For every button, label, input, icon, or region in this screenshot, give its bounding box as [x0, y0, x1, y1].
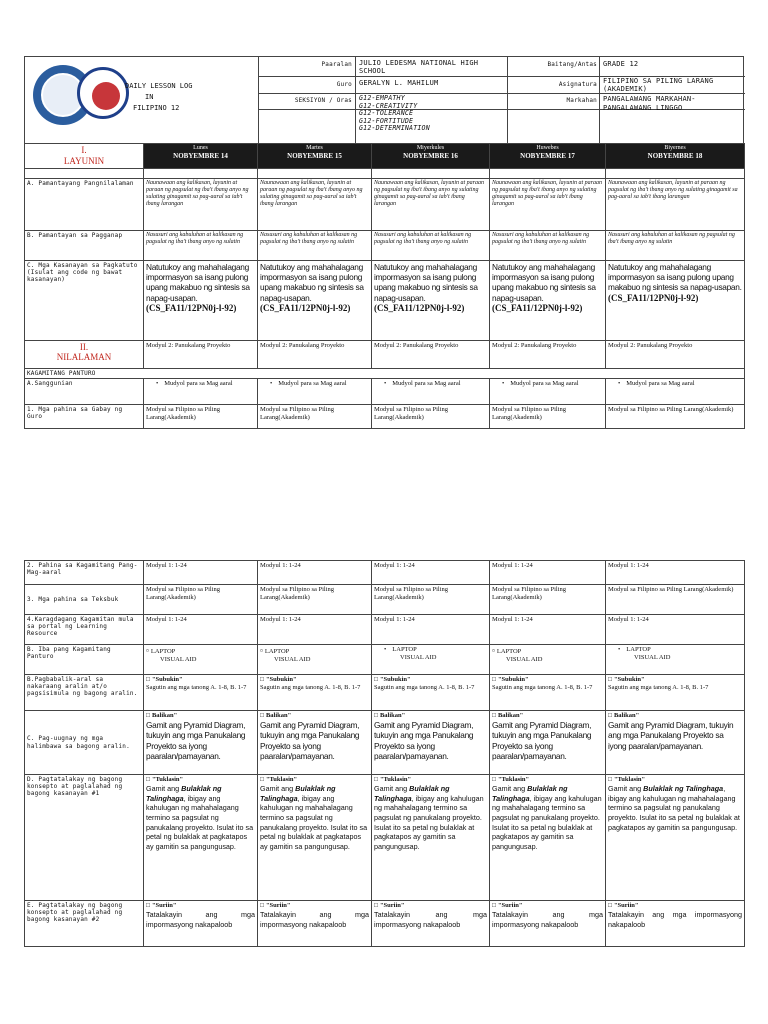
cell-text: Modyul 2: Panukalang Proyekto — [490, 340, 606, 368]
cell-suriin: □ "Suriin" Tatalakayin ang mga impormasyong nakapaloob — [372, 901, 490, 947]
nilalaman-heading: II. NILALAMAN — [25, 340, 144, 368]
cell-kasanayan: Natutukoy ang mahahalagang impormasyon sa isang pulong upang makabuo ng sintesis sa napag-usapan. (CS_FA11/12PN0j-l-92) — [606, 260, 745, 340]
cell-kasanayan: Natutukoy ang mahahalagang impormasyon sa isang pulong upang makabuo ng sintesis sa napag-usapan. (CS_FA11/12PN0j-l-92) — [144, 260, 258, 340]
seksiyon-label: SEKSIYON / Oras — [294, 97, 352, 104]
cell-subukin: □ "Subukin" Sagutin ang mga tanong A. 1-8, B. 1-7 — [258, 675, 372, 711]
cell-text: • Mudyol para sa Mag aaral — [606, 378, 745, 404]
row-label: 3. Mga pahina sa Teksbuk — [25, 585, 144, 615]
row-pagbabalik-aral — [25, 675, 745, 711]
cell-kasanayan: Natutukoy ang mahahalagang impormasyon sa isang pulong upang makabuo ng sintesis sa napag-usapan. (CS_FA11/12PN0j-l-92) — [490, 260, 606, 340]
section-determination: G12-DETERMINATION — [359, 124, 430, 133]
cell-text: Nasusuri ang kabuluhan at kalikasan ng pagsulat ng iba't ibang anyo ng sulatin — [606, 230, 745, 260]
title-line-2: IN — [145, 92, 154, 101]
cell-text: Modyul 2: Panukalang Proyekto — [606, 340, 745, 368]
section-creativity: G12-CREATIVITY — [359, 101, 418, 110]
row-pagtatalakay-2 — [25, 901, 745, 947]
cell-list: ▫ LAPTOP VISUAL AID — [258, 645, 372, 675]
row-pag-uugnay — [25, 711, 745, 775]
day-header-huwebes: Huwebes NOBYEMBRE 17 — [490, 144, 606, 169]
title-line-3: FILIPINO 12 — [133, 103, 180, 112]
row-label: B. Iba pang Kagamitang Panturo — [25, 645, 144, 675]
cell-text: Modyul sa Filipino sa Piling Larang(Akademik) — [258, 404, 372, 428]
cell-text: Modyul sa Filipino sa Piling Larang(Akademik) — [144, 585, 258, 615]
row-kasanayan-sa-pagkatuto — [25, 260, 745, 340]
cell-balikan: □ Balikan" Gamit ang Pyramid Diagram, tukuyin ang mga Panukalang Proyekto sa iyong paaralan/pamayanan. — [258, 711, 372, 775]
cell-text: Naunawaan ang kalikasan, layunin at paraan ng pagsulat ng iba't ibang anyo ng sulating ginagamit sa pag-aaral sa iab't ibang larangan — [490, 178, 606, 230]
day-header-miyerkules: Miyerkules NOBYEMBRE 16 — [372, 144, 490, 169]
cell-text: Modyul sa Filipino sa Piling Larang(Akademik) — [372, 404, 490, 428]
cell-suriin: □ "Suriin" Tatalakayin ang mga impormasyong nakapaloob — [490, 901, 606, 947]
cell-list: ▫ LAPTOP VISUAL AID — [144, 645, 258, 675]
cell-text: • Mudyol para sa Mag aaral — [258, 378, 372, 404]
section-empathy: G12-EMPATHY — [359, 94, 405, 102]
paaralan-value: JULIO LEDESMA NATIONAL HIGH SCHOOL — [359, 59, 479, 75]
cell-text: Nasusuri ang kabuluhan at kalikasan ng pagsulat ng iba't ibang anyo ng sulatin — [258, 230, 372, 260]
layunin-heading: I. LAYUNIN — [25, 144, 144, 169]
row-label: A.Sanggunian — [25, 378, 144, 404]
row-label: B.Pagbabalik-aral sa nakaraang aralin at/o pagsisimula ng bagong aralin. — [25, 675, 144, 711]
lesson-log-table-2 — [24, 560, 745, 947]
cell-text: Modyul 1: 1-24 — [372, 561, 490, 585]
row-pamantayan-sa-pagganap — [25, 230, 745, 260]
cell-suriin: □ "Suriin" Tatalakayin ang mga impormasyong nakapaloob — [606, 901, 745, 947]
kagamitang-panturo-heading: KAGAMITANG PANTURO — [25, 368, 745, 378]
cell-text: Modyul 1: 1-24 — [606, 561, 745, 585]
cell-tuklasin: □ "Tuklasin" Gamit ang Bulaklak ng Talinghaga, ibigay ang kahulugan ng mahahalagang termino sa pagsulat ng panukalang proyekto. Isulat ito sa petal ng bulaklak at pagkatapos ay gamitin sa pangungusap. — [606, 775, 745, 901]
header-block — [24, 56, 744, 144]
cell-text: Modyul 1: 1-24 — [490, 615, 606, 645]
cell-balikan: □ Balikan" Gamit ang Pyramid Diagram, tukuyin ang mga Panukalang Proyekto sa iyong paaralan/pamayanan. — [606, 711, 745, 775]
row-kagamitang-pang-mag-aaral — [25, 561, 745, 585]
guro-label: Guro — [336, 81, 352, 88]
guro-value: GERALYN L. MAHILUM — [359, 79, 439, 87]
cell-list: • LAPTOP VISUAL AID — [372, 645, 490, 675]
cell-text: Modyul sa Filipino sa Piling Larang(Akademik) — [490, 404, 606, 428]
row-label: E. Pagtatalakay ng bagong konsepto at paglalahad ng bagong kasanayan #2 — [25, 901, 144, 947]
cell-suriin: □ "Suriin" Tatalakayin ang mga impormasyong nakapaloob — [258, 901, 372, 947]
baitang-value: GRADE 12 — [603, 60, 639, 68]
cell-tuklasin: □ "Tuklasin" Gamit ang Bulaklak ng Talinghaga, ibigay ang kahulugan ng mahahalagang termino sa pagsulat ng panukalang proyekto. Isulat ito sa petal ng bulaklak at pagkatapos ay gamitin sa pangungusap. — [490, 775, 606, 901]
cell-tuklasin: □ "Tuklasin" Gamit ang Bulaklak ng Talinghaga, ibigay ang kahulugan ng mahahalagang termino sa pagsulat ng panukalang proyekto. Isulat ito sa petal ng bulaklak at pagkatapos ay gamitin sa pangungusap. — [258, 775, 372, 901]
row-pamantayang-pangnilalaman — [25, 178, 745, 230]
row-sanggunian — [25, 378, 745, 404]
row-label: 4.Karagdagang Kagamitan mula sa portal ng Learning Resource — [25, 615, 144, 645]
lesson-log-table-1 — [24, 143, 745, 429]
cell-text: Modyul 1: 1-24 — [372, 615, 490, 645]
cell-kasanayan: Natutukoy ang mahahalagang impormasyon sa isang pulong upang makabuo ng sintesis sa napag-usapan. (CS_FA11/12PN0j-l-92) — [258, 260, 372, 340]
cell-kasanayan: Natutukoy ang mahahalagang impormasyon sa isang pulong upang makabuo ng sintesis sa napag-usapan. (CS_FA11/12PN0j-l-92) — [372, 260, 490, 340]
cell-text: Nasusuri ang kabuluhan at kalikasan ng pagsulat ng iba't ibang anyo ng sulatin — [144, 230, 258, 260]
document-title — [125, 81, 192, 114]
cell-text: Modyul 1: 1-24 — [144, 561, 258, 585]
section-tolerance: G12-TOLERANCE — [359, 109, 414, 118]
cell-tuklasin: □ "Tuklasin" Gamit ang Bulaklak ng Talinghaga, ibigay ang kahulugan ng mahahalagang termino sa pagsulat ng panukalang proyekto. Isulat ito sa petal ng bulaklak at pagkatapos ay gamitin sa pangungusap. — [372, 775, 490, 901]
cell-subukin: □ "Subukin" Sagutin ang mga tanong A. 1-8, B. 1-7 — [606, 675, 745, 711]
cell-text: • Mudyol para sa Mag aaral — [144, 378, 258, 404]
cell-text: Modyul sa Filipino sa Piling Larang(Akademik) — [606, 585, 745, 615]
row-label: B. Pamantayan sa Pagganap — [25, 230, 144, 260]
cell-text: Modyul 1: 1-24 — [144, 615, 258, 645]
days-header-row — [25, 144, 745, 169]
row-label: 2. Pahina sa Kagamitang Pang-Mag-aaral — [25, 561, 144, 585]
cell-balikan: □ Balikan" Gamit ang Pyramid Diagram, tukuyin ang mga Panukalang Proyekto sa iyong paaralan/pamayanan. — [490, 711, 606, 775]
row-label: A. Pamantayang Pangnilalaman — [25, 178, 144, 230]
cell-suriin: □ "Suriin" Tatalakayin ang mga impormasyong nakapaloob — [144, 901, 258, 947]
day-header-lunes: Lunes NOBYEMBRE 14 — [144, 144, 258, 169]
cell-subukin: □ "Subukin" Sagutin ang mga tanong A. 1-8, B. 1-7 — [372, 675, 490, 711]
cell-text: Modyul 1: 1-24 — [490, 561, 606, 585]
cell-list: ▫ LAPTOP VISUAL AID — [490, 645, 606, 675]
cell-text: Modyul 2: Panukalang Proyekto — [372, 340, 490, 368]
cell-text: Modyul 2: Panukalang Proyekto — [144, 340, 258, 368]
row-karagdagang-kagamitan — [25, 615, 745, 645]
day-header-biyernes: Biyernes NOBYEMBRE 18 — [606, 144, 745, 169]
row-nilalaman — [25, 340, 745, 368]
row-kagamitang-panturo — [25, 368, 745, 378]
markahan-label: Markahan — [566, 97, 597, 104]
cell-balikan: □ Balikan" Gamit ang Pyramid Diagram, tukuyin ang mga Panukalang Proyekto sa iyong paaralan/pamayanan. — [372, 711, 490, 775]
cell-subukin: □ "Subukin" Sagutin ang mga tanong A. 1-8, B. 1-7 — [490, 675, 606, 711]
asignatura-value: FILIPINO SA PILING LARANG (AKADEMIK) — [603, 77, 714, 93]
cell-text: Modyul sa Filipino sa Piling Larang(Akademik) — [606, 404, 745, 428]
cell-tuklasin: □ "Tuklasin" Gamit ang Bulaklak ng Talinghaga, ibigay ang kahulugan ng mahahalagang termino sa pagsulat ng panukalang proyekto. Isulat ito sa petal ng bulaklak at pagkatapos ay gamitin sa pangungusap. — [144, 775, 258, 901]
cell-balikan: □ Balikan" Gamit ang Pyramid Diagram, tukuyin ang mga Panukalang Proyekto sa iyong paaralan/pamayanan. — [144, 711, 258, 775]
cell-text: Modyul sa Filipino sa Piling Larang(Akademik) — [258, 585, 372, 615]
cell-text: Naunawaan ang kalikasan, layunin at paraan ng pagsulat ng iba't ibang anyo ng sulating ginagamit sa pag-aaral sa iab't ibang larangan — [144, 178, 258, 230]
asignatura-label: Asignatura — [558, 81, 597, 88]
cell-text: Modyul 2: Panukalang Proyekto — [258, 340, 372, 368]
row-gabay-ng-guro — [25, 404, 745, 428]
cell-text: Modyul sa Filipino sa Piling Larang(Akademik) — [144, 404, 258, 428]
row-label: C. Pag-uugnay ng mga halimbawa sa bagong aralin. — [25, 711, 144, 775]
seksiyon-values — [359, 95, 503, 133]
cell-text: Nasusuri ang kabuluhan at kalikasan ng pagsulat ng iba't ibang anyo ng sulatin — [490, 230, 606, 260]
cell-text: Modyul 1: 1-24 — [258, 615, 372, 645]
row-label: D. Pagtatalakay ng bagong konsepto at paglalahad ng bagong kasanayan #1 — [25, 775, 144, 901]
cell-text: • Mudyol para sa Mag aaral — [490, 378, 606, 404]
baitang-label: Baitang/Antas — [547, 61, 597, 68]
row-iba-pang-kagamitan — [25, 645, 745, 675]
row-label: 1. Mga pahina sa Gabay ng Guro — [25, 404, 144, 428]
title-line-1: DAILY LESSON LOG — [125, 82, 193, 90]
cell-subukin: □ "Subukin" Sagutin ang mga tanong A. 1-8, B. 1-7 — [144, 675, 258, 711]
cell-text: Modyul 1: 1-24 — [258, 561, 372, 585]
row-teksbuk — [25, 585, 745, 615]
row-label: C. Mga Kasanayan sa Pagkatuto (Isulat ang code ng bawat kasanayan) — [25, 260, 144, 340]
cell-text: Modyul sa Filipino sa Piling Larang(Akademik) — [372, 585, 490, 615]
markahan-value: PANGALAWANG MARKAHAN-PANGALAWANG LINGGO — [603, 95, 696, 113]
division-seal-logo — [77, 67, 129, 119]
cell-list: • LAPTOP VISUAL AID — [606, 645, 745, 675]
cell-text: Nasusuri ang kabuluhan at kalikasan ng pagsulat ng iba't ibang anyo ng sulatin — [372, 230, 490, 260]
cell-text: • Mudyol para sa Mag aaral — [372, 378, 490, 404]
cell-text: Modyul 1: 1-24 — [606, 615, 745, 645]
row-pagtatalakay-1 — [25, 775, 745, 901]
day-header-martes: Martes NOBYEMBRE 15 — [258, 144, 372, 169]
section-fortitude: G12-FORTITUDE — [359, 116, 414, 125]
cell-text: Naunawaan ang kalikasan, layunin at paraan ng pagsulat ng iba't ibang anyo ng sulating ginagamit sa pag-aaral sa iab't ibang larangan — [606, 178, 745, 230]
cell-text: Naunawaan ang kalikasan, layunin at paraan ng pagsulat ng iba't ibang anyo ng sulating ginagamit sa pag-aaral sa iab't ibang larangan — [258, 178, 372, 230]
paaralan-label: Paaralan — [321, 61, 352, 68]
cell-text: Modyul sa Filipino sa Piling Larang(Akademik) — [490, 585, 606, 615]
cell-text: Naunawaan ang kalikasan, layunin at paraan ng pagsulat ng iba't ibang anyo ng sulating ginagamit sa pag-aaral sa iab't ibang larangan — [372, 178, 490, 230]
